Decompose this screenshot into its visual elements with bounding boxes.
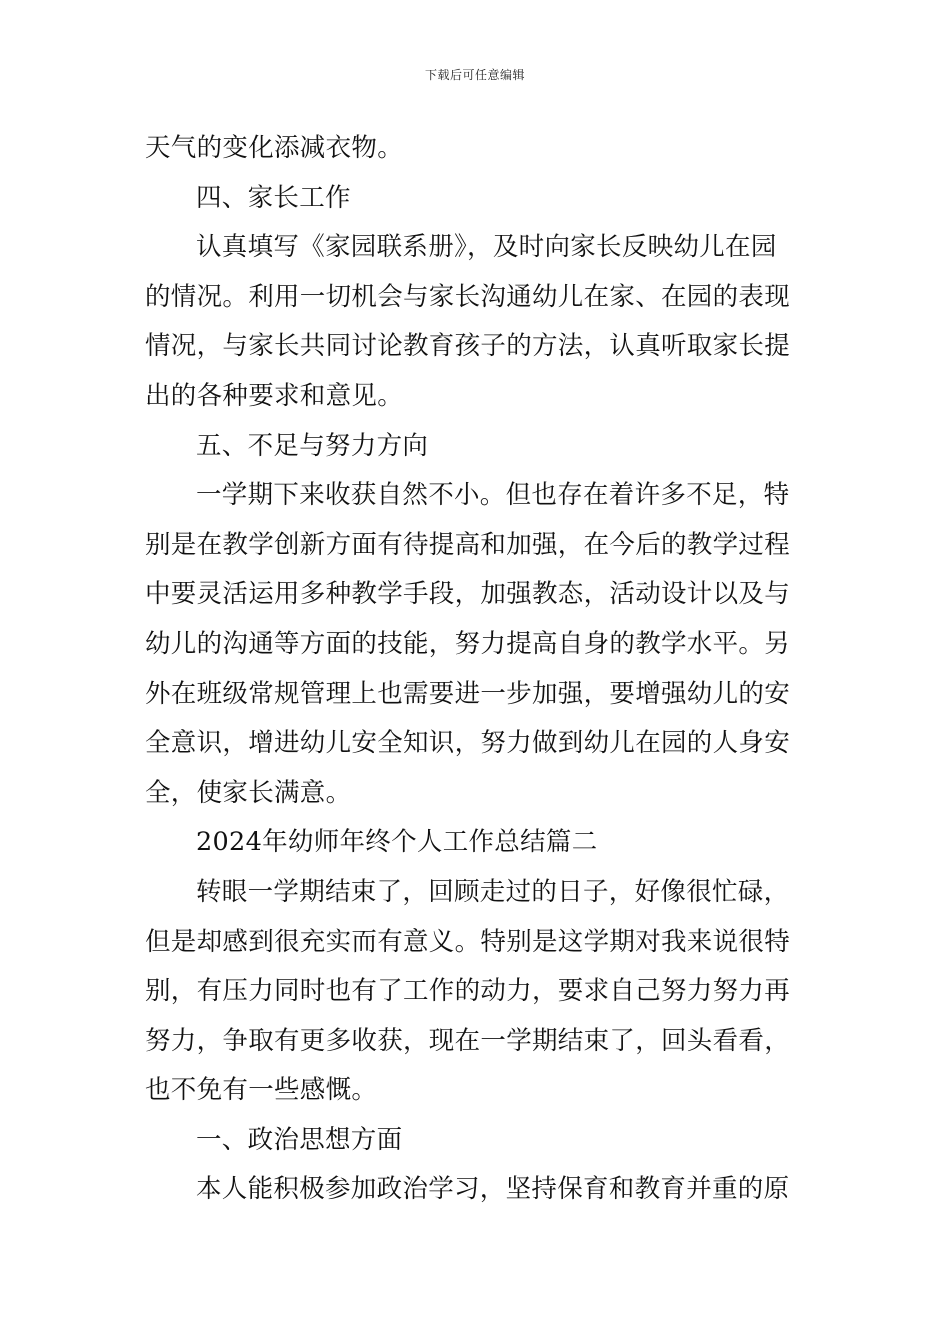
paragraph-line: 幼儿的沟通等方面的技能，努力提高自身的教学水平。另 <box>145 628 791 659</box>
paragraph-line: 全意识，增进幼儿安全知识，努力做到幼儿在园的人身安 <box>145 728 791 759</box>
article-title: 2024年幼师年终个人工作总结篇二 <box>196 827 598 858</box>
paragraph-line: 别，有压力同时也有了工作的动力，要求自己努力努力再 <box>145 976 791 1007</box>
paragraph-line: 情况，与家长共同讨论教育孩子的方法，认真听取家长提 <box>145 331 791 362</box>
paragraph-line: 一学期下来收获自然不小。但也存在着许多不足，特 <box>196 480 790 511</box>
paragraph-line: 但是却感到很充实而有意义。特别是这学期对我来说很特 <box>145 926 791 957</box>
paragraph-line: 别是在教学创新方面有待提高和加强，在今后的教学过程 <box>145 529 791 560</box>
paragraph-line: 努力，争取有更多收获，现在一学期结束了，回头看看， <box>145 1025 791 1056</box>
paragraph-line: 的情况。利用一切机会与家长沟通幼儿在家、在园的表现 <box>145 281 791 312</box>
header-note: 下载后可任意编辑 <box>424 68 525 82</box>
paragraph-line: 转眼一学期结束了，回顾走过的日子，好像很忙碌， <box>196 876 790 907</box>
paragraph-line: 天气的变化添减衣物。 <box>145 133 404 163</box>
section-heading: 四、家长工作 <box>196 182 351 213</box>
paragraph-line: 本人能积极参加政治学习，坚持保育和教育并重的原 <box>196 1174 790 1205</box>
paragraph-line: 外在班级常规管理上也需要进一步加强，要增强幼儿的安 <box>145 678 791 709</box>
paragraph-line: 出的各种要求和意见。 <box>145 380 404 411</box>
paragraph-line: 全，使家长满意。 <box>145 777 352 808</box>
section-heading: 五、不足与努力方向 <box>196 430 429 461</box>
section-heading: 一、政治思想方面 <box>196 1124 403 1155</box>
paragraph-line: 也不免有一些感慨。 <box>145 1075 378 1106</box>
body-text <box>145 124 809 1215</box>
paragraph-line: 认真填写《家园联系册》，及时向家长反映幼儿在园 <box>196 232 777 263</box>
paragraph-line: 中要灵活运用多种教学手段，加强教态，活动设计以及与 <box>145 579 791 610</box>
